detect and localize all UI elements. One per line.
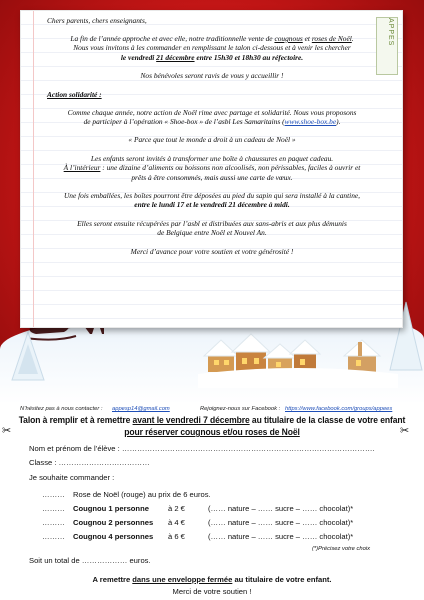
greeting: Chers parents, chers enseignants,	[47, 16, 147, 25]
cougnou-2-name: Cougnou 2 personnes	[73, 518, 154, 527]
return-instructions: A remettre dans une enveloppe fermée au titulaire de votre enfant.	[92, 575, 332, 584]
class-field[interactable]: Classe : ………………………………	[29, 458, 150, 467]
cougnou-2-price: à 4 €	[168, 518, 185, 527]
cougnou-4-name: Cougnou 4 personnes	[73, 532, 154, 541]
cougnou-4-choice-field[interactable]: (…… nature – …… sucre – …… chocolat)*	[208, 532, 354, 541]
cougnou-1-choice-field[interactable]: (…… nature – …… sucre – …… chocolat)*	[208, 504, 354, 513]
order-label: Je souhaite commander :	[29, 473, 115, 482]
scissors-icon: ✂	[2, 424, 12, 437]
paragraph-sale-line2: Nous vous invitons à les commander en remplissant le talon ci-dessous et à venir les chercher	[73, 43, 351, 52]
form-title-line1: Talon à remplir et à remettre avant le vendredi 7 décembre au titulaire de la classe de votre enfant	[18, 415, 406, 425]
facebook-label: Rejoignez-nous sur Facebook :	[200, 406, 281, 412]
cougnou-1-name: Cougnou 1 personne	[73, 504, 149, 513]
contact-label: N’hésitez pas à nous contacter :	[20, 406, 103, 412]
letter-paper	[20, 10, 403, 328]
cougnou-4-price: à 6 €	[168, 532, 185, 541]
facebook-url[interactable]: https://www.facebook.com/groups/appees	[285, 406, 393, 412]
form-title-line2: pour réserver cougnous et/ou roses de Noël	[124, 427, 300, 437]
paragraph-box-line3: prêts à être consommés, mais aussi une carte de vœux.	[131, 173, 293, 182]
contact-email[interactable]: appesp14@gmail.com	[112, 406, 170, 412]
rose-item: Rose de Noël (rouge) au prix de 6 euros.	[73, 490, 211, 499]
cougnou-2-choice-field[interactable]: (…… nature – …… sucre – …… chocolat)*	[208, 518, 354, 527]
drop-dates: entre le lundi 17 et le vendredi 21 décembre à midi.	[134, 200, 290, 209]
pickup-date: le vendredi 21 décembre entre 15h30 et 18h30 au réfectoire.	[120, 53, 304, 62]
paragraph-solidarity-line1: Comme chaque année, notre action de Noël rime avec partage et solidarité. Nous vous proposons	[67, 108, 357, 117]
volunteers-line: Nos bénévoles seront ravis de vous y accueillir !	[140, 71, 284, 80]
choice-footnote: (*)Précisez votre choix	[312, 546, 370, 552]
paragraph-sale-line1: La fin de l’année approche et avec elle, notre traditionnelle vente de cougnous et roses de Noël.	[70, 34, 354, 43]
shoebox-quote: « Parce que tout le monde a droit à un cadeau de Noël »	[128, 135, 296, 144]
paragraph-drop-line1: Une fois emballées, les boîtes pourront être déposées au pied du sapin qui sera installé à la cantine,	[63, 191, 361, 200]
letter-thanks: Merci d’avance pour votre soutien et votre générosité !	[130, 247, 294, 256]
total-field[interactable]: Soit un total de ……………… euros.	[29, 556, 151, 565]
appes-logo-text: APPES	[387, 18, 394, 47]
cougnou-4-quantity-field[interactable]: ………	[42, 532, 65, 541]
shoebox-link[interactable]: www.shoe-box.be	[284, 117, 337, 126]
paragraph-box-line1: Les enfants seront invités à transformer une boîte à chaussures en paquet cadeau.	[90, 154, 334, 163]
cougnou-2-quantity-field[interactable]: ………	[42, 518, 65, 527]
paragraph-distribution-line1: Elles seront ensuite récupérées par l’asbl et distribuées aux sans-abris et aux plus démunis	[77, 219, 347, 228]
paragraph-box-line2: À l’intérieur : une dizaine d’aliments ou boissons non alcoolisés, non périssables, faciles à ouvrir et	[63, 163, 361, 172]
letter-margin-line	[33, 11, 34, 327]
rose-quantity-field[interactable]: ………	[42, 490, 65, 499]
paragraph-distribution-line2: de Belgique entre Noël et Nouvel An.	[157, 228, 267, 237]
solidarity-heading: Action solidarité :	[47, 90, 102, 99]
cougnou-1-quantity-field[interactable]: ………	[42, 504, 65, 513]
form-thanks: Merci de votre soutien !	[172, 587, 252, 596]
paragraph-solidarity-line2: de participer à l’opération « Shoe-box » de l’asbl Les Samaritains (www.shoe-box.be).	[83, 117, 341, 126]
contact-line	[0, 405, 424, 414]
cougnou-1-price: à 2 €	[168, 504, 185, 513]
snowy-village-illustration	[198, 332, 398, 388]
snowy-tree-left	[8, 330, 48, 390]
scissors-icon: ✂	[400, 424, 410, 437]
student-name-field[interactable]: Nom et prénom de l’élève : ……………………………………………………………………………………….	[29, 444, 375, 453]
